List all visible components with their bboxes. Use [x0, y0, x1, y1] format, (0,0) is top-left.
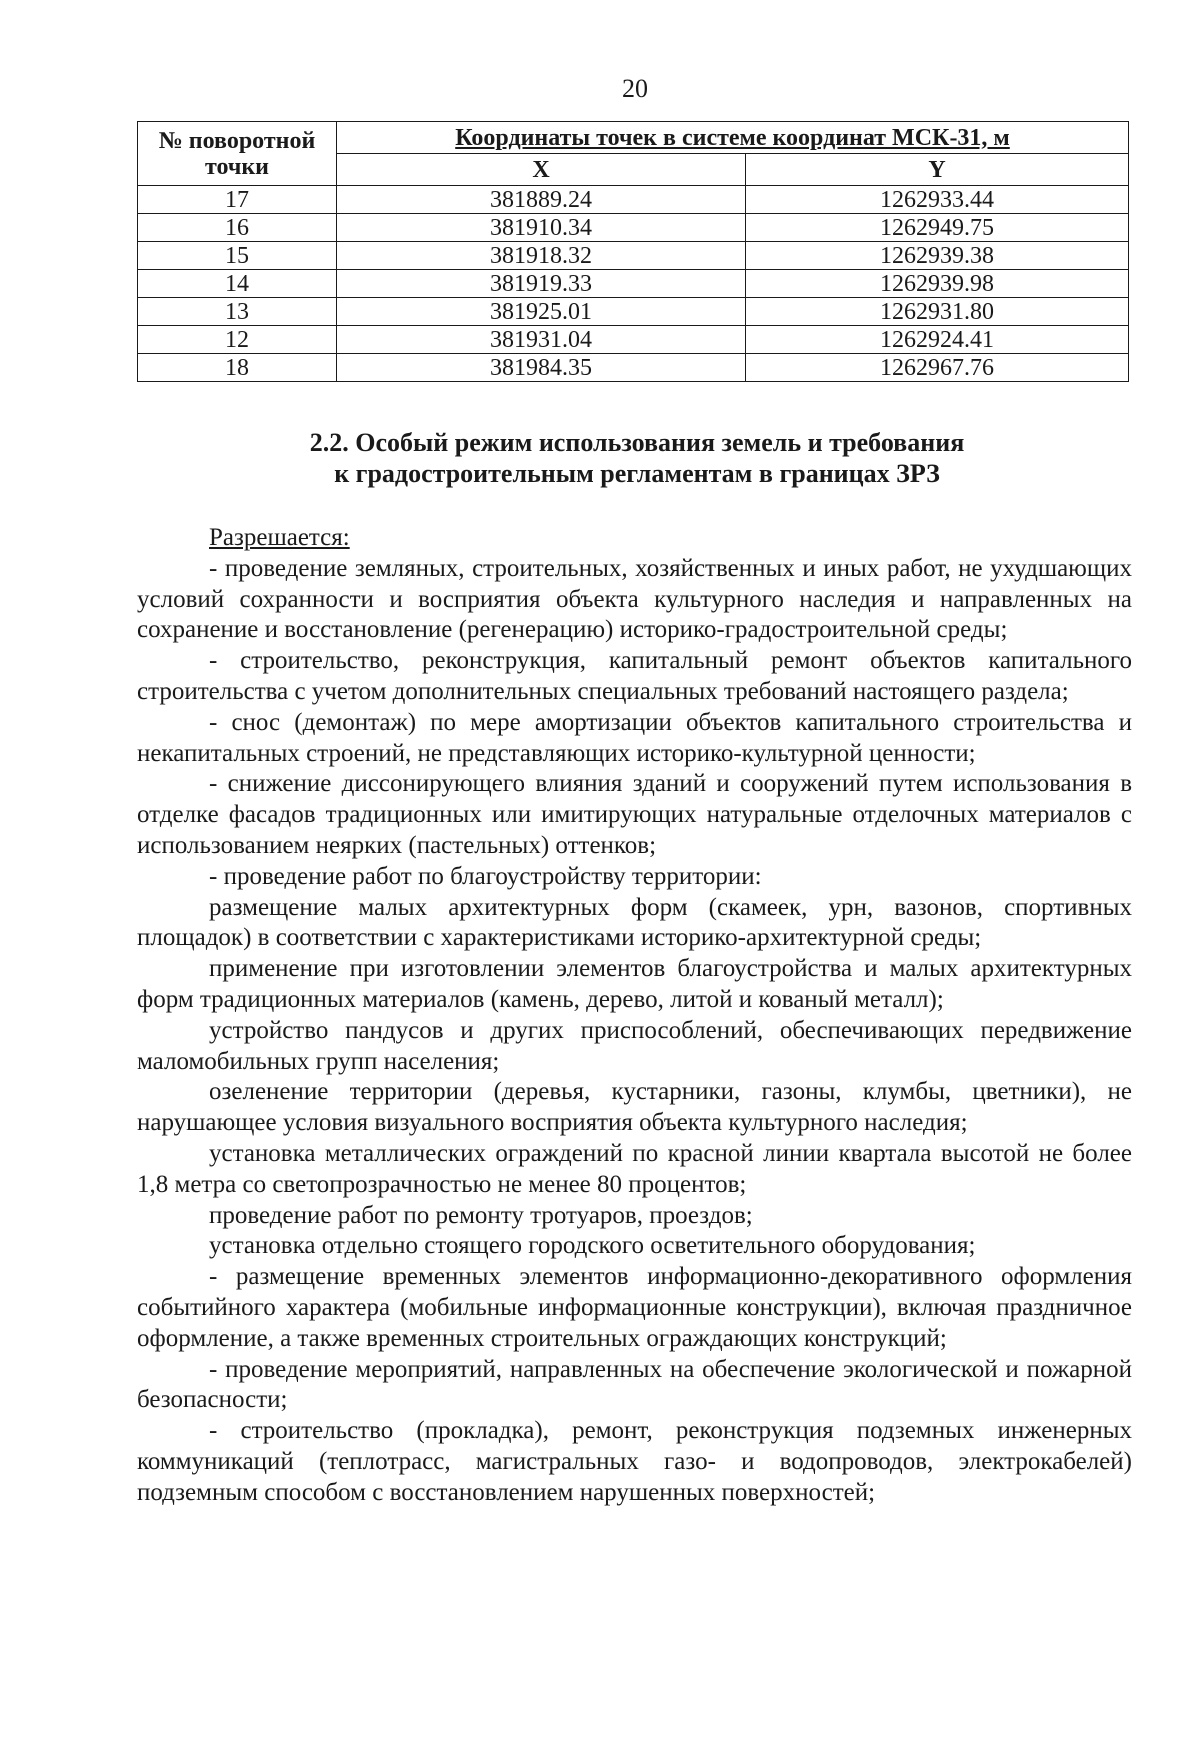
header-point-number: № поворотной точки: [138, 122, 337, 186]
table-row: [138, 270, 1129, 298]
cell-point: 15: [138, 242, 337, 270]
paragraph: проведение работ по ремонту тротуаров, проездов;: [209, 1201, 753, 1229]
cell-y: 1262939.98: [746, 270, 1129, 298]
section-title-line-2: к градостроительным регламентам в границах ЗРЗ: [334, 459, 940, 488]
cell-x: 381918.32: [337, 242, 746, 270]
cell-y: 1262939.38: [746, 242, 1129, 270]
paragraph: - проведение работ по благоустройству территории:: [209, 862, 762, 890]
cell-x: 381910.34: [337, 214, 746, 242]
cell-y: 1262931.80: [746, 298, 1129, 326]
cell-x: 381919.33: [337, 270, 746, 298]
paragraph: размещение малых архитектурных форм (скамеек, урн, вазонов, спортивных площадок) в соответствии с характеристиками историко-архитектурной среды;: [137, 893, 1132, 952]
paragraph: - проведение земляных, строительных, хозяйственных и иных работ, не ухудшающих условий сохранности и восприятия объекта культурного наследия и направленных на сохранение и восстановление (регенерацию) историко-градостроительной среды;: [137, 554, 1132, 644]
paragraph: установка металлических ограждений по красной линии квартала высотой не более 1,8 метра со светопрозрачностью не менее 80 процентов;: [137, 1139, 1132, 1198]
paragraph: озеленение территории (деревья, кустарники, газоны, клумбы, цветники), не нарушающее условия визуального восприятия объекта культурного наследия;: [137, 1078, 1132, 1137]
cell-y: 1262949.75: [746, 214, 1129, 242]
section-title: [137, 427, 1137, 489]
allowed-label: Разрешается:: [209, 524, 350, 551]
paragraph: устройство пандусов и других приспособлений, обеспечивающих передвижение маломобильных групп населения;: [137, 1016, 1132, 1075]
cell-point: 12: [138, 326, 337, 354]
cell-y: 1262967.76: [746, 354, 1129, 382]
cell-point: 16: [138, 214, 337, 242]
coordinates-table: [137, 121, 1129, 382]
table-row: [138, 242, 1129, 270]
cell-x: 381931.04: [337, 326, 746, 354]
body-text: [137, 523, 1132, 1509]
cell-x: 381889.24: [337, 186, 746, 214]
cell-y: 1262933.44: [746, 186, 1129, 214]
header-x: X: [337, 154, 746, 186]
paragraph: - снижение диссонирующего влияния зданий и сооружений путем использования в отделке фасадов традиционных или имитирующих натуральные отделочных материалов с использованием неярких (пастельных) оттенков;: [137, 770, 1132, 859]
paragraph: - проведение мероприятий, направленных на обеспечение экологической и пожарной безопасности;: [137, 1355, 1132, 1414]
cell-point: 18: [138, 354, 337, 382]
page-number: 20: [622, 74, 648, 103]
table-row: [138, 326, 1129, 354]
cell-point: 17: [138, 186, 337, 214]
cell-point: 14: [138, 270, 337, 298]
table-row: [138, 214, 1129, 242]
paragraph: применение при изготовлении элементов благоустройства и малых архитектурных форм традиционных материалов (камень, дерево, литой и кованый металл);: [137, 955, 1132, 1013]
table-row: [138, 354, 1129, 382]
header-y: Y: [746, 154, 1129, 186]
section-title-line-1: 2.2. Особый режим использования земель и требования: [309, 428, 965, 457]
paragraph: - размещение временных элементов информационно-декоративного оформления событийного характера (мобильные информационные конструкции), включая праздничное оформление, а также временных строительных ограждающих конструкций;: [137, 1263, 1132, 1352]
table-row: [138, 298, 1129, 326]
paragraph: - строительство (прокладка), ремонт, реконструкция подземных инженерных коммуникаций (теплотрасс, магистральных газо- и водопроводов, электрокабелей) подземным способом с восстановлением нарушенных поверхностей;: [137, 1417, 1132, 1506]
header-coordinates-title: Координаты точек в системе координат МСК-31, м: [337, 122, 1129, 154]
paragraph: установка отдельно стоящего городского осветительного оборудования;: [209, 1232, 976, 1260]
cell-x: 381925.01: [337, 298, 746, 326]
cell-point: 13: [138, 298, 337, 326]
table-row: [138, 186, 1129, 214]
paragraph: - снос (демонтаж) по мере амортизации объектов капитального строительства и некапитальных строений, не представляющих историко-культурной ценности;: [137, 708, 1132, 767]
cell-x: 381984.35: [337, 354, 746, 382]
cell-y: 1262924.41: [746, 326, 1129, 354]
paragraph: - строительство, реконструкция, капитальный ремонт объектов капитального строительства с учетом дополнительных специальных требований настоящего раздела;: [137, 647, 1132, 705]
